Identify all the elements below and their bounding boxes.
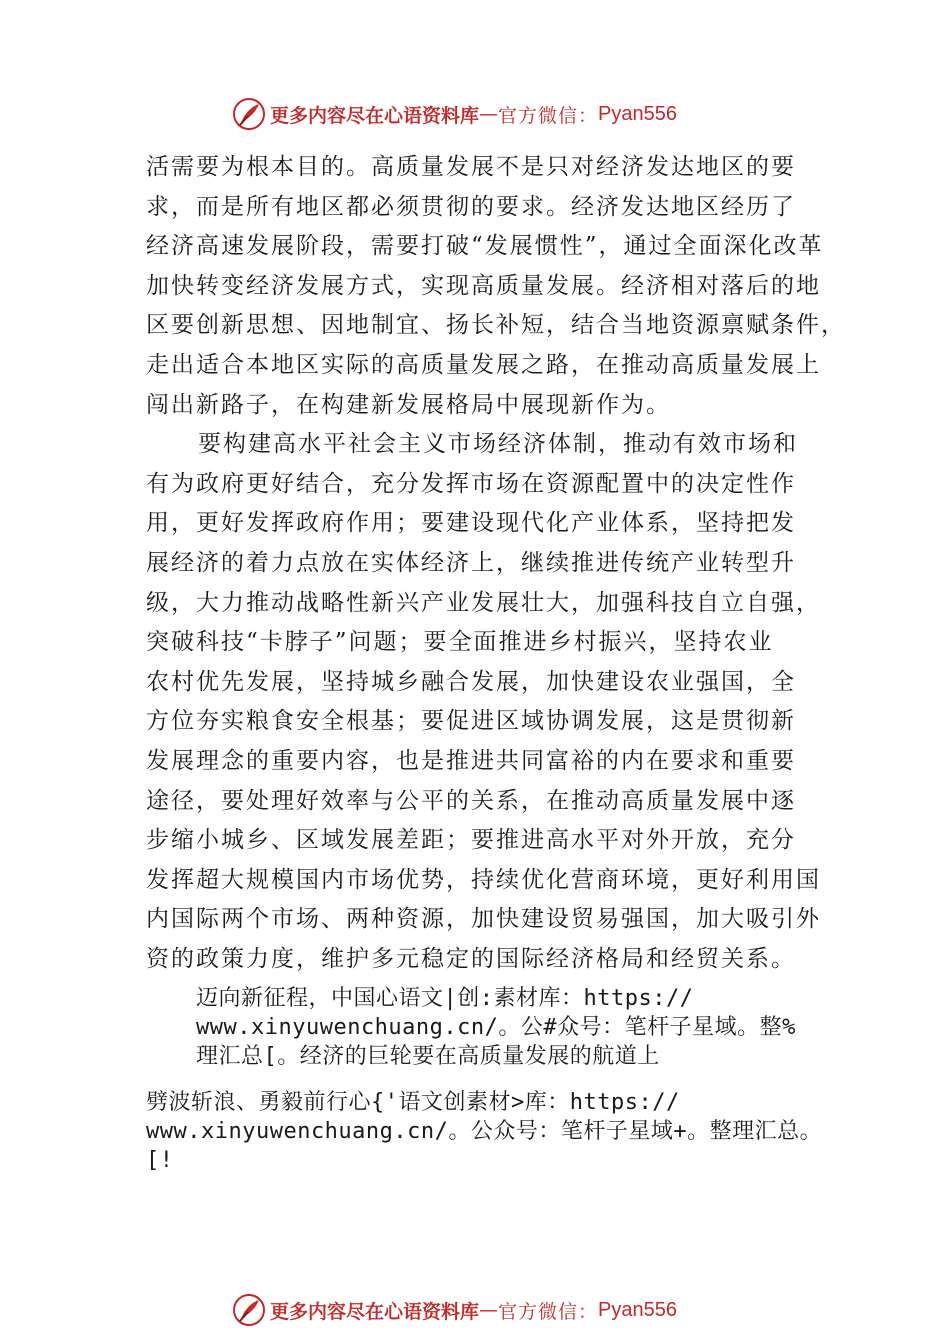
text-line: 资的政策力度，维护多元稳定的国际经济格局和经贸关系。: [146, 945, 796, 972]
header-wechat-id: Pyan556: [598, 102, 677, 125]
feather-quill-icon: [232, 1293, 266, 1327]
inserted-text-block-1: [196, 984, 796, 1071]
text-line: 走出适合本地区实际的高质量发展之路，在推动高质量发展上: [146, 351, 821, 378]
feather-quill-icon: [232, 97, 266, 131]
text-line: [!: [146, 1148, 174, 1173]
text-line: 经济高速发展阶段，需要打破“发展惯性”，通过全面深化改革: [146, 233, 824, 260]
text-line: 方位夯实粮食安全根基；要促进区域协调发展，这是贯彻新: [146, 708, 796, 735]
text-line: 闯出新路子，在构建新发展格局中展现新作为。: [146, 391, 671, 418]
page-footer-watermark: [232, 1290, 677, 1330]
header-brand: 更多内容尽在心语资料库: [270, 104, 480, 127]
text-line: 展经济的着力点放在实体经济上，继续推进传统产业转型升: [146, 549, 796, 576]
text-line: 步缩小城乡、区域发展差距；要推进高水平对外开放，充分: [146, 827, 796, 854]
page-header-watermark: [232, 94, 677, 134]
footer-brand: 更多内容尽在心语资料库: [270, 1300, 480, 1323]
header-dash: —: [479, 103, 499, 125]
footer-official-label: 官方微信：: [498, 1300, 599, 1323]
paragraph-2: [146, 425, 836, 979]
paragraph-1: [146, 148, 846, 425]
text-line: 求，而是所有地区都必须贯彻的要求。经济发达地区经历了: [146, 193, 796, 220]
text-line: 有为政府更好结合，充分发挥市场在资源配置中的决定性作: [146, 470, 796, 497]
text-line: 发展理念的重要内容，也是推进共同富裕的内在要求和重要: [146, 747, 796, 774]
text-line: 突破科技“卡脖子”问题；要全面推进乡村振兴，坚持农业: [146, 629, 774, 656]
footer-wechat-id: Pyan556: [598, 1298, 677, 1321]
text-line: 农村优先发展，坚持城乡融合发展，加快建设农业强国，全: [146, 668, 796, 695]
text-line: 区要创新思想、因地制宜、扬长补短，结合当地资源禀赋条件，: [146, 312, 846, 339]
text-line: 劈波斩浪、勇毅前行心{'语文创素材>库：https://: [146, 1090, 680, 1115]
text-line: 发挥超大规模国内市场优势，持续优化营商环境，更好利用国: [146, 866, 821, 893]
text-line: 用，更好发挥政府作用；要建设现代化产业体系，坚持把发: [146, 510, 796, 537]
text-line: 级，大力推动战略性新兴产业发展壮大，加强科技自立自强，: [146, 589, 821, 616]
text-line: www.xinyuwenchuang.cn/。公众号：笔杆子星域+。整理汇总。: [146, 1119, 823, 1144]
text-line: 要构建高水平社会主义市场经济体制，推动有效市场和: [198, 431, 798, 458]
footer-dash: —: [479, 1299, 499, 1321]
text-line: 理汇总[。经济的巨轮要在高质量发展的航道上: [196, 1044, 660, 1069]
text-line: 内国际两个市场、两种资源，加快建设贸易强国，加大吸引外: [146, 906, 821, 933]
text-line: 活需要为根本目的。高质量发展不是只对经济发达地区的要: [146, 154, 796, 180]
body-text: [146, 148, 846, 979]
inserted-text-block-2: [146, 1088, 822, 1175]
text-line: 迈向新征程，中国心语文|创:素材库：https://: [196, 986, 694, 1011]
text-line: 途径，要处理好效率与公平的关系，在推动高质量发展中逐: [146, 787, 796, 814]
header-official-label: 官方微信：: [498, 104, 599, 127]
text-line: www.xinyuwenchuang.cn/。公#众号：笔杆子星域。整%: [196, 1015, 796, 1040]
text-line: 加快转变经济发展方式，实现高质量发展。经济相对落后的地: [146, 272, 821, 299]
